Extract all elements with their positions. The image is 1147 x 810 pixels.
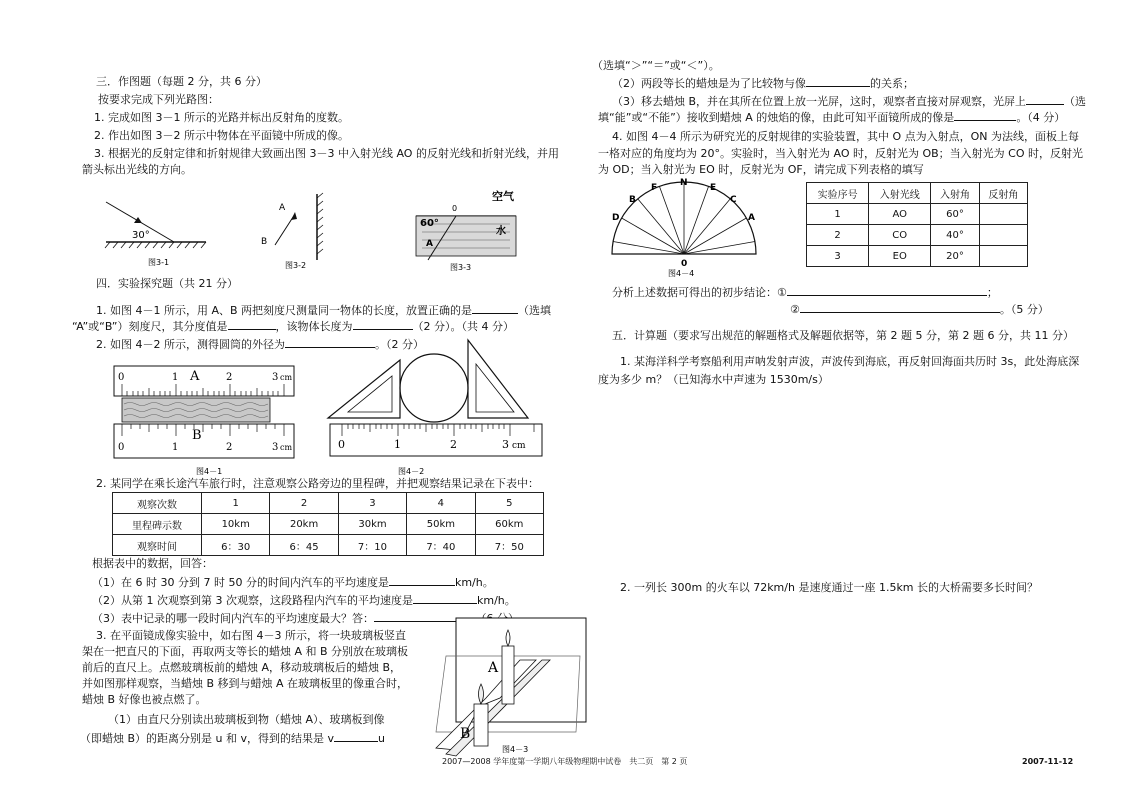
cont4-text-post: 。（4 分） <box>1016 111 1066 124</box>
table-cell: 40° <box>931 225 979 246</box>
fig31-caption: 图3-1 <box>148 258 170 267</box>
fig44-label-a: A <box>748 213 755 223</box>
question-4-4-sub1-line2 <box>80 730 385 746</box>
table-cell: 3 <box>338 493 406 514</box>
question-4-1-line2 <box>72 318 514 334</box>
table-cell: 2 <box>807 225 869 246</box>
section5-title: 五．计算题（要求写出规范的解题格式及解题依据等，第 2 题 5 分，第 2 题 6 分，共 11 分） <box>612 329 1074 342</box>
table-header-row <box>807 183 1028 204</box>
q41-text-post: （选填 <box>518 304 552 317</box>
fig41-b-unit: cm <box>280 443 293 452</box>
table-cell: 6：30 <box>202 535 270 556</box>
right-cont-line4 <box>598 109 1065 125</box>
table-cell: 20° <box>931 246 979 267</box>
fig41-a-tick-2: 2 <box>226 372 233 383</box>
table-cell: 60km <box>475 514 543 535</box>
section4-title: 四．实验探究题（共 21 分） <box>96 277 238 290</box>
fig42-tick-2: 2 <box>450 438 457 451</box>
fig44-label-c: C <box>730 195 737 205</box>
table-row <box>807 225 1028 246</box>
question-4-4-sub1-line1: （1）由直尺分别读出玻璃板到物（蜡烛 A）、玻璃板到像 <box>108 713 385 726</box>
q44s1-blank[interactable] <box>334 730 378 742</box>
table-cell: 20km <box>270 514 338 535</box>
fig32-label-b: B <box>261 237 268 247</box>
table-cell: 10km <box>202 514 270 535</box>
figure-4-4 <box>606 178 766 280</box>
q44s1-text-pre: （即蜡烛 B）的距离分别是 u 和 v，得到的结果是 v <box>80 732 335 745</box>
sub2-text-pre: （2）从第 1 次观察到第 3 次观察，这段路程内汽车的平均速度是 <box>92 594 413 607</box>
right-cont-line2 <box>612 75 914 91</box>
fig44-caption: 图4－4 <box>668 269 695 278</box>
fig41-a-tick-0: 0 <box>118 372 125 383</box>
question-3-2: 2. 作出如图 3－2 所示中物体在平面镜中所成的像。 <box>94 129 349 142</box>
table-cell: 30km <box>338 514 406 535</box>
question-3-1: 1. 完成如图 3－1 所示的光路并标出反射角的度数。 <box>94 111 349 124</box>
fig44-label-n: N <box>680 178 688 188</box>
fig42-tick-0: 0 <box>338 438 345 451</box>
conclusion-2-blank[interactable] <box>800 301 1000 313</box>
sub-question-1 <box>92 574 494 590</box>
q41b-text-post: （2 分）。（共 4 分） <box>412 320 514 333</box>
fig33-angle-label: 60° <box>420 218 439 229</box>
fig42-tick-1: 1 <box>394 438 401 451</box>
sub2-blank[interactable] <box>413 592 477 604</box>
q42-text-pre: 2. 如图 4－2 所示，测得圆筒的外径为 <box>96 338 285 351</box>
question-5-2: 2. 一列长 300m 的火车以 72km/h 是速度通过一座 1.5km 长的大桥需要多长时间？ <box>620 581 1039 594</box>
cont3-blank[interactable] <box>1026 93 1064 105</box>
cont2-blank[interactable] <box>806 75 870 87</box>
table-header-cell: 观察时间 <box>113 535 202 556</box>
conclusion-1-blank[interactable] <box>787 284 987 296</box>
fig33-a-label: A <box>426 239 433 249</box>
sub1-text-post: km/h。 <box>454 576 494 589</box>
sub3-text-pre: （3）表中记录的哪一段时间内汽车的平均速度最大？答： <box>92 612 374 625</box>
fig32-label-a: A <box>279 203 286 213</box>
question-4-4-line2: 架在一把直尺的下面，再取两支等长的蜡烛 A 和 B 分别放在玻璃板 <box>82 645 409 658</box>
reflection-angle-cell[interactable] <box>979 225 1027 246</box>
fig41-b-tick-2: 2 <box>226 442 233 453</box>
table-cell: 60° <box>931 204 979 225</box>
fig44-label-f: F <box>651 183 658 193</box>
table-cell: 5 <box>475 493 543 514</box>
table-row <box>113 493 544 514</box>
q41-blank-length[interactable] <box>353 318 413 330</box>
fig33-caption: 图3-3 <box>450 263 472 272</box>
table-cell: 7：50 <box>475 535 543 556</box>
question-4-4-line5: 蜡烛 B 好像也被点燃了。 <box>82 693 207 706</box>
figure-3-3 <box>412 186 522 274</box>
question-3-3-line1: 3. 根据光的反射定律和折射规律大致画出图 3－3 中入射光线 AO 的反射光线和折射光线，并用 <box>94 147 559 160</box>
fig33-water-label: 水 <box>496 226 506 237</box>
fig41-b-tick-3: 3 <box>272 442 279 453</box>
fig42-tick-3: 3 <box>502 438 509 451</box>
fig44-label-d: D <box>612 213 620 223</box>
table-header-cell: 反射角 <box>979 183 1027 204</box>
question-4-4-line4: 并如图那样观察，当蜡烛 B 移到与蜡烛 A 在玻璃板里的像重合时， <box>82 677 409 690</box>
table-cell: 6：45 <box>270 535 338 556</box>
table-cell: 1 <box>202 493 270 514</box>
sub2-text-post: km/h。 <box>476 594 516 607</box>
fig44-label-b: B <box>629 195 636 205</box>
table-cell: EO <box>869 246 931 267</box>
table-header-cell: 入射角 <box>931 183 979 204</box>
fig32-caption: 图3-2 <box>285 261 307 270</box>
reflection-table <box>806 182 1028 267</box>
q44s1-text-post: u <box>378 732 386 745</box>
table-row <box>807 246 1028 267</box>
fig42-unit: cm <box>512 441 526 451</box>
table-row <box>113 535 544 556</box>
section3-instruction: 按要求完成下列光路图： <box>98 93 219 106</box>
question-4-4-line3: 前后的直尺上。点燃玻璃板前的蜡烛 A，移动玻璃板后的蜡烛 B， <box>82 661 402 674</box>
fig41-a-tick-1: 1 <box>172 372 179 383</box>
cont3-text-pre: （3）移去蜡烛 B，并在其所在位置上放一光屏，这时，观察者直接对屏观察，光屏上 <box>612 95 1027 108</box>
cont2-text-pre: （2）两段等长的蜡烛是为了比较物与像 <box>612 77 806 90</box>
conclusion-line2 <box>790 301 1049 317</box>
question-5-1-line1: 1. 某海洋科学考察船利用声呐发射声波，声波传到海底，再反射回海面共历时 3s，此处海底深 <box>620 355 1080 368</box>
fig43-caption: 图4－3 <box>502 745 529 754</box>
table-cell: 4 <box>407 493 475 514</box>
fig41-b-tick-1: 1 <box>172 442 179 453</box>
q41-text-pre: 1. 如图 4－1 所示，用 A、B 两把刻度尺测量同一物体的长度，放置正确的是 <box>96 304 473 317</box>
question-4-1-line1 <box>96 302 551 318</box>
q41b-text-mid: ，该物体长度为 <box>275 320 353 333</box>
fig41-label-b: B <box>192 428 202 443</box>
right-cont-line1: （选填“＞”“＝”或“＜”）。 <box>592 59 720 72</box>
table-header-cell: 里程碑示数 <box>113 514 202 535</box>
fig33-o-label: 0 <box>452 204 458 213</box>
fig33-air-label: 空气 <box>492 190 514 203</box>
figure-4-3 <box>416 616 596 760</box>
reflection-angle-cell[interactable] <box>979 204 1027 225</box>
fig44-label-e: E <box>710 183 717 193</box>
fig41-label-a: A <box>190 369 200 384</box>
table-row <box>807 204 1028 225</box>
table-cell: 7：10 <box>338 535 406 556</box>
table-header-cell: 入射光线 <box>869 183 931 204</box>
concl2-text-pre: ② <box>790 303 800 316</box>
table-row <box>113 514 544 535</box>
q41b-text-pre: “A”或“B”）刻度尺，其分度值是 <box>72 320 228 333</box>
table-cell: 1 <box>807 204 869 225</box>
fig41-caption: 图4－1 <box>196 467 223 476</box>
sub-question-2 <box>92 592 516 608</box>
concl2-text-post: 。（5 分） <box>999 303 1049 316</box>
footer-date: 2007-11-12 <box>1022 757 1074 766</box>
question-4-5-line1: 4. 如图 4－4 所示为研究光的反射规律的实验装置，其中 O 点为入射点，ON 为法线，面板上每 <box>612 130 1080 143</box>
table-header-cell: 实验序号 <box>807 183 869 204</box>
cont4-text-pre: 填“能”或“不能”）接收到蜡烛 A 的烛焰的像，由此可知平面镜所成的像是 <box>598 111 955 124</box>
fig42-caption: 图4－2 <box>398 467 425 476</box>
question-4-3: 2. 某同学在乘长途汽车旅行时，注意观察公路旁边的里程碑，并把观察结果记录在下表中： <box>96 477 539 490</box>
fig41-a-unit: cm <box>280 373 293 382</box>
fig41-b-tick-0: 0 <box>118 442 125 453</box>
question-3-3-line2: 箭头标出光线的方向。 <box>82 163 192 176</box>
sub1-blank[interactable] <box>389 574 455 586</box>
cont3-text-post: （选 <box>1064 95 1087 108</box>
q41-blank-division[interactable] <box>228 318 276 330</box>
fig31-angle-label: 30° <box>132 230 150 241</box>
page-footer: 2007—2008 学年度第一学期八年级物理期中试卷 共二页 第 2 页 <box>442 757 688 766</box>
table-cell: 3 <box>807 246 869 267</box>
q41-blank-ruler[interactable] <box>472 302 518 314</box>
table-cell: CO <box>869 225 931 246</box>
table-cell: 7：40 <box>407 535 475 556</box>
concl1-text-pre: 分析上述数据可得出的初步结论：① <box>612 286 787 299</box>
fig41-a-tick-3: 3 <box>272 372 279 383</box>
fig43-label-b: B <box>460 726 471 742</box>
cont2-text-post: 的关系； <box>870 77 914 90</box>
figure-3-1 <box>96 190 216 268</box>
figure-4-1 <box>112 362 298 478</box>
table-cell: 50km <box>407 514 475 535</box>
reflection-angle-cell[interactable] <box>979 246 1027 267</box>
section3-title: 三．作图题（每题 2 分，共 6 分） <box>96 75 267 88</box>
answer-intro: 根据表中的数据，回答： <box>92 557 213 570</box>
cont4-blank[interactable] <box>954 109 1016 121</box>
right-cont-line3 <box>612 93 1086 109</box>
table-cell: AO <box>869 204 931 225</box>
fig44-label-o: 0 <box>681 259 688 269</box>
travel-table <box>112 492 544 556</box>
question-5-1-line2: 度为多少 m？（已知海水中声速为 1530m/s） <box>598 373 829 386</box>
table-cell: 2 <box>270 493 338 514</box>
question-4-5-line2: 一格对应的角度均为 20°。实验时，当入射光为 AO 时，反射光为 OB；当入射光为 CO 时，反射光 <box>598 147 1084 160</box>
question-4-4-line1: 3. 在平面镜成像实验中，如右图 4－3 所示，将一块玻璃板竖直 <box>96 629 406 642</box>
concl1-text-post: ； <box>986 286 998 299</box>
question-4-5-line3: 为 OD；当入射光为 EO 时，反射光为 OF，请完成下列表格的填写 <box>598 163 924 176</box>
q42-text-post: 。（2 分） <box>374 338 424 351</box>
table-header-cell: 观察次数 <box>113 493 202 514</box>
conclusion-line1 <box>612 284 998 300</box>
sub1-text-pre: （1）在 6 时 30 分到 7 时 50 分的时间内汽车的平均速度是 <box>92 576 389 589</box>
figure-3-2 <box>255 190 335 270</box>
fig43-label-a: A <box>488 660 499 676</box>
figure-4-2 <box>324 336 546 478</box>
